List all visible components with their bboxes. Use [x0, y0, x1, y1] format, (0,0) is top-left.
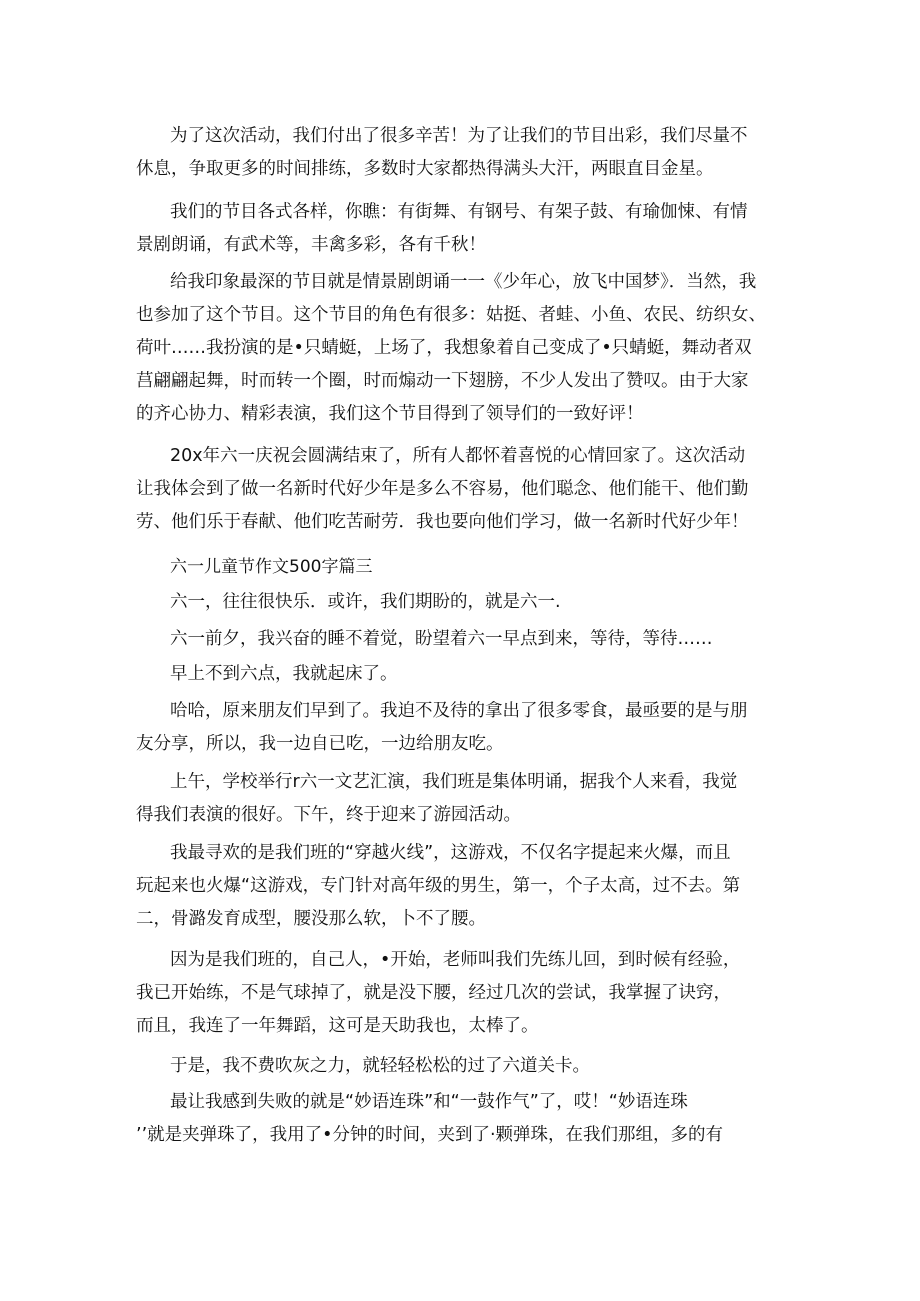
text-line: 玩起来也火爆“这游戏，专门针对高年级的男生，第一，个子太高，过不去。第	[136, 876, 741, 896]
text-line: 早上不到六点，我就起床了。	[170, 664, 398, 684]
text-line: 也参加了这个节目。这个节目的角色有很多：姑挺、者蛙、小鱼、农民、纺织女、	[136, 305, 766, 325]
text-line: 荷叶……我扮演的是•只蜻蜓，上场了，我想象着自己变成了•只蜻蜓，舞动者双	[136, 338, 752, 358]
text-line: 哈哈，原来朋友们早到了。我迫不及待的拿出了很多零食，最亟要的是与朋	[170, 701, 748, 721]
section-heading	[136, 551, 776, 584]
text-line: 最让我感到失败的就是“妙语连珠”和“一鼓作气”了，哎！“妙语连珠	[170, 1092, 688, 1112]
paragraph-9	[136, 695, 776, 761]
text-line: ’’就是夹弹珠了，我用了•分钟的时间，夹到了·颗弹珠，在我们那组，多的有	[136, 1125, 724, 1145]
paragraph-3	[136, 266, 776, 431]
text-line: 我已开始练，不是气球掉了，就是没下腰，经过几次的尝试，我掌握了诀窍，	[136, 983, 731, 1003]
text-line: 的齐心协力、精彩表演，我们这个节目得到了领导们的一致好评！	[136, 404, 644, 424]
paragraph-14	[136, 1086, 776, 1152]
text-line: 友分享，所以，我一边自已吃，一边给朋友吃。	[136, 734, 504, 754]
text-line: 于是，我不费吹灰之力，就轻轻松松的过了六道关卡。	[170, 1056, 590, 1076]
paragraph-2	[136, 196, 776, 262]
paragraph-11	[136, 837, 776, 936]
text-line: 因为是我们班的，自己人，•开始，老师叫我们先练儿回，到时候有经验，	[170, 950, 741, 970]
text-line: 我们的节目各式各样，你瞧：有街舞、有钢号、有架子鼓、有瑜伽悚、有情	[170, 202, 748, 222]
paragraph-6	[136, 586, 776, 619]
text-line: 六一，往往很快乐．或许，我们期盼的，就是六一.	[170, 592, 561, 612]
text-line: 景剧朗诵，有武术等，丰禽多彩，各有千秋！	[136, 235, 486, 255]
text-line: 让我体会到了做一名新时代好少年是多么不容易，他们聪念、他们能干、他们勤	[136, 479, 749, 499]
paragraph-10	[136, 766, 776, 832]
text-line: 为了这次活动，我们付出了很多辛苦！为了让我们的节目出彩，我们尽量不	[170, 126, 748, 146]
text-line: 给我印象最深的节目就是情景剧朗诵一一《少年心，放飞中国梦》．当然，我	[170, 272, 757, 292]
text-line: 休息，争取更多的时间排练，多数时大家都热得满头大汗，两眼直目金星。	[136, 159, 714, 179]
paragraph-7	[136, 623, 776, 656]
text-line: 六一前夕，我兴奋的睡不着觉，盼望着六一早点到来，等待，等待……	[170, 629, 713, 649]
paragraph-4	[136, 440, 776, 539]
paragraph-8	[136, 658, 776, 691]
text-line: 20x年六一庆祝会圆满结束了，所有人都怀着喜悦的心情回家了。这次活动	[170, 446, 746, 466]
paragraph-13	[136, 1050, 776, 1083]
text-line: 得我们表演的很好。下午，终于迎来了游园活动。	[136, 805, 521, 825]
paragraph-1	[136, 120, 776, 186]
text-line: 而且，我连了一年舞蹈，这可是天助我也，太棒了。	[136, 1016, 539, 1036]
paragraph-12	[136, 944, 776, 1043]
text-line: 我最寻欢的是我们班的“穿越火线”，这游戏，不仅名字提起来火爆，而且	[170, 843, 731, 863]
text-line: 劳、他们乐于春献、他们吃苦耐劳．我也要向他们学习，做一名新时代好少年！	[136, 512, 749, 532]
text-line: 二，骨潞发育成型，腰没那么软，卜不了腰。	[136, 909, 486, 929]
text-line: 上午，学校举行r六一文艺汇演，我们班是集体明诵，据我个人来看，我觉	[170, 772, 738, 792]
text-line: 莒翩翩起舞，时而转一个圈，时而煽动一下翅膀，不少人发出了赞叹。由于大家	[136, 371, 749, 391]
section-heading-text: 六一儿童节作文500字篇三	[170, 557, 373, 577]
